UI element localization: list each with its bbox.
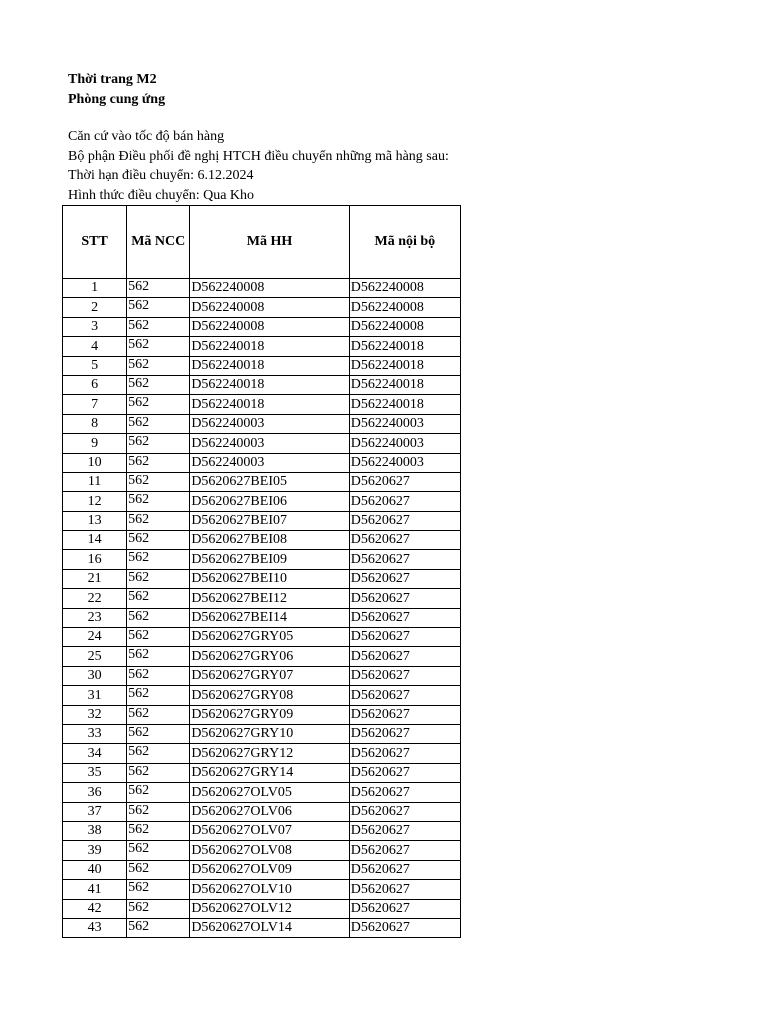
cell-ma-ncc: 562: [127, 453, 190, 472]
cell-ma-noi-bo: D5620627: [349, 705, 460, 724]
table-row: [63, 550, 461, 569]
cell-stt: 36: [63, 783, 127, 802]
cell-ma-ncc: 562: [127, 589, 190, 608]
cell-ma-noi-bo: D562240018: [349, 375, 460, 394]
cell-ma-ncc: 562: [127, 492, 190, 511]
cell-stt: 6: [63, 375, 127, 394]
cell-ma-hh: D5620627BEI05: [190, 472, 349, 491]
cell-stt: 31: [63, 686, 127, 705]
table-row: [63, 841, 461, 860]
cell-ma-ncc: 562: [127, 918, 190, 937]
table-row: [63, 647, 461, 666]
cell-ma-noi-bo: D5620627: [349, 647, 460, 666]
cell-ma-ncc: 562: [127, 899, 190, 918]
table-row: [63, 899, 461, 918]
cell-ma-ncc: 562: [127, 783, 190, 802]
cell-ma-ncc: 562: [127, 880, 190, 899]
table-body: [63, 279, 461, 938]
table-row: [63, 608, 461, 627]
method-line: Hình thức điều chuyển: Qua Kho: [68, 187, 255, 203]
cell-ma-hh: D562240003: [190, 453, 349, 472]
table-row: [63, 492, 461, 511]
cell-ma-noi-bo: D5620627: [349, 763, 460, 782]
cell-stt: 41: [63, 880, 127, 899]
cell-ma-hh: D562240003: [190, 414, 349, 433]
table-row: [63, 453, 461, 472]
cell-ma-ncc: 562: [127, 434, 190, 453]
table-row: [63, 763, 461, 782]
cell-ma-ncc: 562: [127, 531, 190, 550]
cell-ma-ncc: 562: [127, 647, 190, 666]
cell-ma-noi-bo: D5620627: [349, 860, 460, 879]
table-row: [63, 298, 461, 317]
cell-ma-noi-bo: D562240003: [349, 414, 460, 433]
cell-ma-hh: D5620627GRY10: [190, 724, 349, 743]
cell-ma-ncc: 562: [127, 550, 190, 569]
cell-ma-ncc: 562: [127, 414, 190, 433]
cell-ma-ncc: 562: [127, 763, 190, 782]
cell-ma-ncc: 562: [127, 705, 190, 724]
cell-ma-noi-bo: D5620627: [349, 608, 460, 627]
cell-ma-noi-bo: D5620627: [349, 880, 460, 899]
cell-stt: 7: [63, 395, 127, 414]
cell-ma-hh: D5620627GRY05: [190, 628, 349, 647]
deadline-line: Thời hạn điều chuyển: 6.12.2024: [68, 168, 254, 183]
cell-ma-noi-bo: D5620627: [349, 918, 460, 937]
cell-stt: 4: [63, 337, 127, 356]
cell-ma-hh: D5620627BEI12: [190, 589, 349, 608]
transfer-table: [62, 205, 461, 938]
cell-stt: 39: [63, 841, 127, 860]
basis-line: Căn cứ vào tốc độ bán hàng: [68, 129, 225, 144]
cell-ma-ncc: 562: [127, 395, 190, 414]
cell-stt: 12: [63, 492, 127, 511]
table-row: [63, 724, 461, 743]
cell-stt: 13: [63, 511, 127, 530]
cell-ma-hh: D5620627OLV06: [190, 802, 349, 821]
table-header: [63, 206, 461, 279]
cell-ma-ncc: 562: [127, 821, 190, 840]
cell-stt: 11: [63, 472, 127, 491]
cell-ma-ncc: 562: [127, 860, 190, 879]
table-row: [63, 705, 461, 724]
table-row: [63, 337, 461, 356]
cell-ma-ncc: 562: [127, 802, 190, 821]
table-row: [63, 686, 461, 705]
cell-ma-noi-bo: D5620627: [349, 628, 460, 647]
cell-ma-hh: D5620627OLV07: [190, 821, 349, 840]
cell-ma-ncc: 562: [127, 841, 190, 860]
column-header-stt: STT: [63, 206, 127, 279]
table-row: [63, 395, 461, 414]
cell-ma-ncc: 562: [127, 628, 190, 647]
cell-stt: 43: [63, 918, 127, 937]
cell-ma-noi-bo: D5620627: [349, 686, 460, 705]
cell-stt: 2: [63, 298, 127, 317]
cell-ma-hh: D5620627OLV08: [190, 841, 349, 860]
cell-ma-hh: D562240018: [190, 375, 349, 394]
table-row: [63, 918, 461, 937]
cell-ma-hh: D5620627GRY14: [190, 763, 349, 782]
cell-stt: 32: [63, 705, 127, 724]
cell-ma-noi-bo: D5620627: [349, 724, 460, 743]
table-row: [63, 511, 461, 530]
cell-stt: 23: [63, 608, 127, 627]
table-row: [63, 880, 461, 899]
cell-stt: 10: [63, 453, 127, 472]
cell-ma-noi-bo: D5620627: [349, 899, 460, 918]
cell-ma-hh: D5620627GRY12: [190, 744, 349, 763]
table-row: [63, 434, 461, 453]
cell-ma-hh: D5620627BEI08: [190, 531, 349, 550]
cell-ma-noi-bo: D5620627: [349, 511, 460, 530]
cell-ma-ncc: 562: [127, 608, 190, 627]
intro-text: [68, 127, 449, 205]
cell-ma-ncc: 562: [127, 317, 190, 336]
cell-ma-hh: D5620627GRY06: [190, 647, 349, 666]
cell-ma-hh: D562240008: [190, 317, 349, 336]
cell-ma-noi-bo: D5620627: [349, 492, 460, 511]
cell-ma-hh: D5620627BEI14: [190, 608, 349, 627]
cell-ma-noi-bo: D5620627: [349, 550, 460, 569]
table-row: [63, 472, 461, 491]
cell-stt: 21: [63, 569, 127, 588]
cell-ma-ncc: 562: [127, 298, 190, 317]
company-name: Thời trang M2: [68, 72, 157, 87]
cell-ma-hh: D562240018: [190, 337, 349, 356]
cell-ma-hh: D5620627BEI09: [190, 550, 349, 569]
cell-stt: 8: [63, 414, 127, 433]
cell-ma-noi-bo: D5620627: [349, 589, 460, 608]
cell-ma-ncc: 562: [127, 375, 190, 394]
cell-ma-noi-bo: D562240008: [349, 298, 460, 317]
cell-ma-hh: D5620627OLV12: [190, 899, 349, 918]
cell-ma-hh: D562240018: [190, 356, 349, 375]
cell-stt: 40: [63, 860, 127, 879]
cell-ma-noi-bo: D5620627: [349, 783, 460, 802]
cell-ma-ncc: 562: [127, 279, 190, 298]
cell-stt: 24: [63, 628, 127, 647]
table-row: [63, 860, 461, 879]
cell-ma-hh: D5620627OLV10: [190, 880, 349, 899]
cell-ma-noi-bo: D5620627: [349, 841, 460, 860]
cell-stt: 3: [63, 317, 127, 336]
cell-ma-hh: D5620627BEI06: [190, 492, 349, 511]
cell-stt: 33: [63, 724, 127, 743]
table-row: [63, 744, 461, 763]
cell-ma-noi-bo: D562240008: [349, 317, 460, 336]
cell-ma-hh: D562240008: [190, 298, 349, 317]
cell-ma-hh: D5620627GRY09: [190, 705, 349, 724]
organization-header: [68, 70, 165, 110]
cell-ma-noi-bo: D5620627: [349, 569, 460, 588]
table-row: [63, 666, 461, 685]
cell-ma-hh: D5620627OLV09: [190, 860, 349, 879]
cell-ma-hh: D562240003: [190, 434, 349, 453]
cell-stt: 34: [63, 744, 127, 763]
cell-ma-ncc: 562: [127, 472, 190, 491]
cell-ma-hh: D5620627BEI07: [190, 511, 349, 530]
table-row: [63, 802, 461, 821]
cell-ma-noi-bo: D5620627: [349, 802, 460, 821]
cell-stt: 25: [63, 647, 127, 666]
cell-ma-noi-bo: D5620627: [349, 744, 460, 763]
department-name: Phòng cung ứng: [68, 92, 166, 107]
cell-ma-ncc: 562: [127, 569, 190, 588]
column-header-ma-noi-bo: Mã nội bộ: [349, 206, 460, 279]
cell-ma-noi-bo: D562240003: [349, 453, 460, 472]
table-row: [63, 375, 461, 394]
cell-stt: 14: [63, 531, 127, 550]
header-row: [63, 206, 461, 279]
table-row: [63, 783, 461, 802]
cell-stt: 30: [63, 666, 127, 685]
table-row: [63, 531, 461, 550]
column-header-ma-ncc: Mã NCC: [127, 206, 190, 279]
cell-ma-hh: D5620627OLV05: [190, 783, 349, 802]
cell-stt: 37: [63, 802, 127, 821]
table-row: [63, 356, 461, 375]
table-row: [63, 414, 461, 433]
cell-ma-ncc: 562: [127, 744, 190, 763]
table-row: [63, 569, 461, 588]
cell-ma-hh: D5620627GRY07: [190, 666, 349, 685]
table-row: [63, 821, 461, 840]
cell-ma-noi-bo: D562240018: [349, 395, 460, 414]
cell-ma-hh: D5620627BEI10: [190, 569, 349, 588]
table-row: [63, 317, 461, 336]
cell-ma-hh: D562240018: [190, 395, 349, 414]
cell-stt: 5: [63, 356, 127, 375]
table-row: [63, 279, 461, 298]
cell-ma-noi-bo: D5620627: [349, 472, 460, 491]
cell-ma-noi-bo: D562240003: [349, 434, 460, 453]
cell-stt: 9: [63, 434, 127, 453]
cell-stt: 1: [63, 279, 127, 298]
cell-ma-ncc: 562: [127, 511, 190, 530]
column-header-ma-hh: Mã HH: [190, 206, 349, 279]
cell-ma-ncc: 562: [127, 337, 190, 356]
table-row: [63, 628, 461, 647]
cell-ma-noi-bo: D5620627: [349, 821, 460, 840]
cell-ma-noi-bo: D5620627: [349, 531, 460, 550]
cell-stt: 38: [63, 821, 127, 840]
cell-ma-noi-bo: D562240008: [349, 279, 460, 298]
cell-ma-ncc: 562: [127, 686, 190, 705]
cell-ma-hh: D562240008: [190, 279, 349, 298]
cell-ma-noi-bo: D562240018: [349, 337, 460, 356]
cell-ma-hh: D5620627GRY08: [190, 686, 349, 705]
cell-ma-noi-bo: D562240018: [349, 356, 460, 375]
table-row: [63, 589, 461, 608]
cell-stt: 22: [63, 589, 127, 608]
cell-ma-ncc: 562: [127, 356, 190, 375]
cell-ma-ncc: 562: [127, 666, 190, 685]
proposal-line: Bộ phận Điều phối đề nghị HTCH điều chuyển những mã hàng sau:: [68, 148, 449, 164]
cell-ma-ncc: 562: [127, 724, 190, 743]
cell-stt: 16: [63, 550, 127, 569]
cell-ma-noi-bo: D5620627: [349, 666, 460, 685]
cell-stt: 35: [63, 763, 127, 782]
cell-ma-hh: D5620627OLV14: [190, 918, 349, 937]
cell-stt: 42: [63, 899, 127, 918]
